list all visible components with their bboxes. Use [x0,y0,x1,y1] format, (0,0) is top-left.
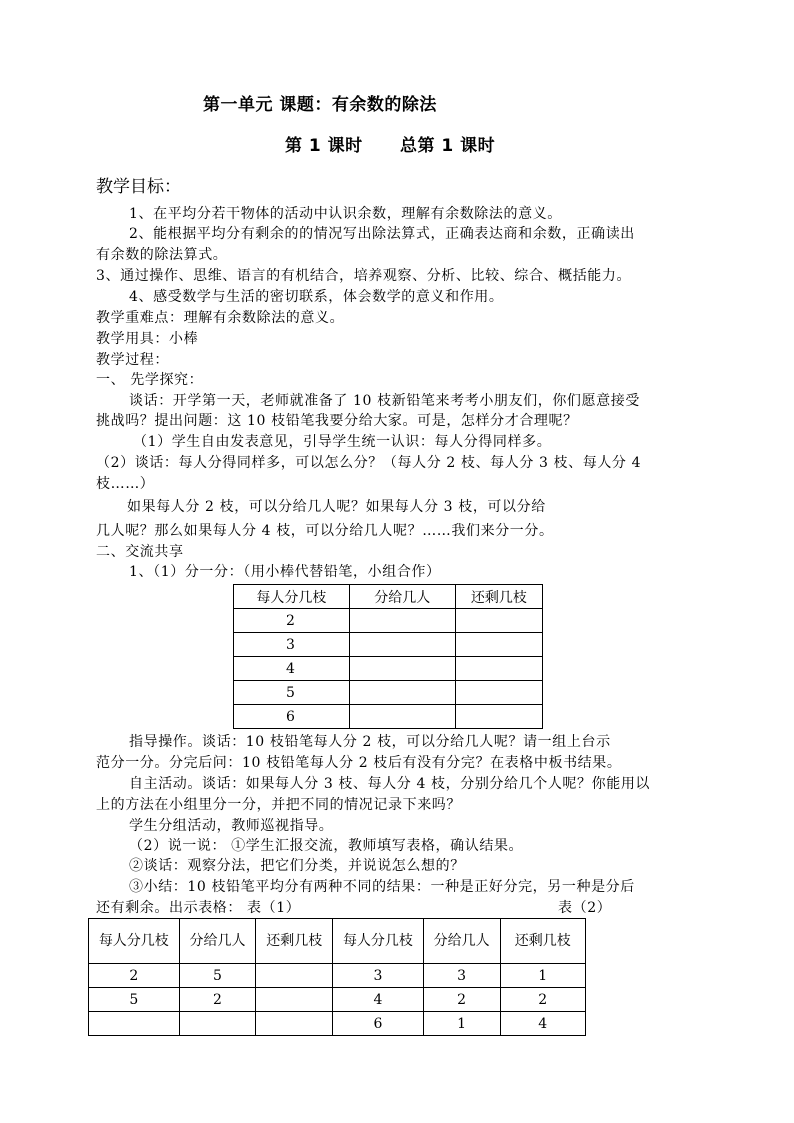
column-header: 分给几人 [423,919,500,964]
table-cell [89,1012,180,1036]
table-cell [256,988,333,1012]
table-cell [256,1012,333,1036]
table-cell: 5 [179,964,256,988]
table-cell [455,633,542,657]
teaching-tools: 教学用具：小棒 [96,331,199,347]
table-row [234,657,543,681]
column-header: 分给几人 [179,919,256,964]
table-cell: 6 [234,705,350,729]
table-row [234,681,543,705]
table-cell [455,705,542,729]
table-header-row [234,585,543,609]
table-cell: 5 [234,681,350,705]
table-row [234,633,543,657]
table-row [89,964,586,988]
page-title: 第一单元 课题：有余数的除法 [203,95,437,115]
table-cell [349,609,455,633]
column-header: 每人分几枝 [89,919,180,964]
paragraph-1-line-2: 挑战吗？提出问题：这 10 枝铅笔我要分给大家。可是，怎样分才合理呢？ [96,413,578,429]
objective-1: 1、在平均分若干物体的活动中认识余数，理解有余数除法的意义。 [129,206,562,222]
table-cell: 2 [179,988,256,1012]
table-header-row [89,919,586,964]
column-header: 每人分几枝 [234,585,350,609]
division-table-2 [88,918,586,1036]
table-cell: 4 [500,1012,586,1036]
paragraph-8: 学生分组活动，教师巡视指导。 [129,818,334,834]
table-2-caption: 表（2） [558,900,612,916]
paragraph-6-line-2: 范分一分。分完后问：10 枝铅笔每人分 2 枝后有没有分完？在表格中板书结果。 [96,755,622,771]
table-cell: 3 [333,964,424,988]
table-row [89,988,586,1012]
paragraph-5: 1、（1）分一分：（用小棒代替铅笔，小组合作） [129,564,441,580]
paragraph-7-line-1: 自主活动。谈话：如果每人分 3 枝、每人分 4 枝，分别分给几个人呢？你能用以 [129,776,651,792]
table-cell: 2 [234,609,350,633]
table-cell [256,964,333,988]
objective-4: 4、感受数学与生活的密切联系，体会数学的意义和作用。 [129,289,504,305]
paragraph-7-line-2: 上的方法在小组里分一分，并把不同的情况记录下来吗？ [96,797,461,813]
table-cell: 1 [500,964,586,988]
column-header: 还剩几枝 [256,919,333,964]
table-row [234,609,543,633]
paragraph-4-line-1: 如果每人分 2 枝，可以分给几人呢？如果每人分 3 枝，可以分给 [127,499,546,515]
column-header: 分给几人 [349,585,455,609]
paragraph-9: （2）说一说： ①学生汇报交流，教师填写表格，确认结果。 [129,838,524,854]
objective-2-line-1: 2、能根据平均分有剩余的的情况写出除法算式，正确表达商和余数，正确读出 [129,226,635,242]
table-cell: 2 [423,988,500,1012]
table-cell [455,657,542,681]
paragraph-3-line-1: （2）谈话：每人分得同样多，可以怎么分？（每人分 2 枝、每人分 3 枝、每人分 4 [96,455,642,471]
teaching-process: 教学过程： [96,352,169,368]
paragraph-12: 还有剩余。出示表格： 表（1） [96,900,301,916]
paragraph-2: （1）学生自由发表意见，引导学生统一认识：每人分得同样多。 [133,434,552,450]
objectives-heading: 教学目标： [96,177,181,197]
table-cell [349,657,455,681]
paragraph-4-line-2: 几人呢？那么如果每人分 4 枝，可以分给几人呢？……我们来分一分。 [96,523,554,539]
table-cell: 3 [234,633,350,657]
table-cell [455,609,542,633]
table-cell: 2 [89,964,180,988]
paragraph-1-line-1: 谈话：开学第一天，老师就准备了 10 枝新铅笔来考考小朋友们，你们愿意接受 [129,393,640,409]
table-row [89,1012,586,1036]
paragraph-11: ③小结：10 枝铅笔平均分有两种不同的结果：一种是正好分完，另一种是分后 [129,879,635,895]
table-cell: 6 [333,1012,424,1036]
section-1-heading: 一、 先学探究： [96,372,204,388]
objective-2-line-2: 有余数的除法算式。 [96,247,228,263]
column-header: 还剩几枝 [455,585,542,609]
paragraph-6-line-1: 指导操作。谈话：10 枝铅笔每人分 2 枝，可以分给几人呢？请一组上台示 [129,734,611,750]
table-cell: 2 [500,988,586,1012]
table-cell [349,633,455,657]
table-cell [349,681,455,705]
total-lesson-number: 总第 1 课时 [400,136,496,156]
objective-3: 3、通过操作、思维、语言的有机结合，培养观察、分析、比较、综合、概括能力。 [96,268,632,284]
table-row [234,705,543,729]
key-difficulty: 教学重难点：理解有余数除法的意义。 [96,310,345,326]
table-cell [349,705,455,729]
table-cell [455,681,542,705]
section-2-heading: 二、交流共享 [96,544,184,560]
paragraph-10: ②谈话：观察分法，把它们分类，并说说怎么想的？ [129,858,465,874]
table-cell [179,1012,256,1036]
column-header: 还剩几枝 [500,919,586,964]
column-header: 每人分几枝 [333,919,424,964]
table-cell: 4 [333,988,424,1012]
division-table-1 [233,584,543,729]
table-cell: 3 [423,964,500,988]
table-cell: 5 [89,988,180,1012]
table-cell: 1 [423,1012,500,1036]
table-cell: 4 [234,657,350,681]
paragraph-3-line-2: 枝……） [96,476,155,492]
lesson-number: 第 1 课时 [285,136,363,156]
